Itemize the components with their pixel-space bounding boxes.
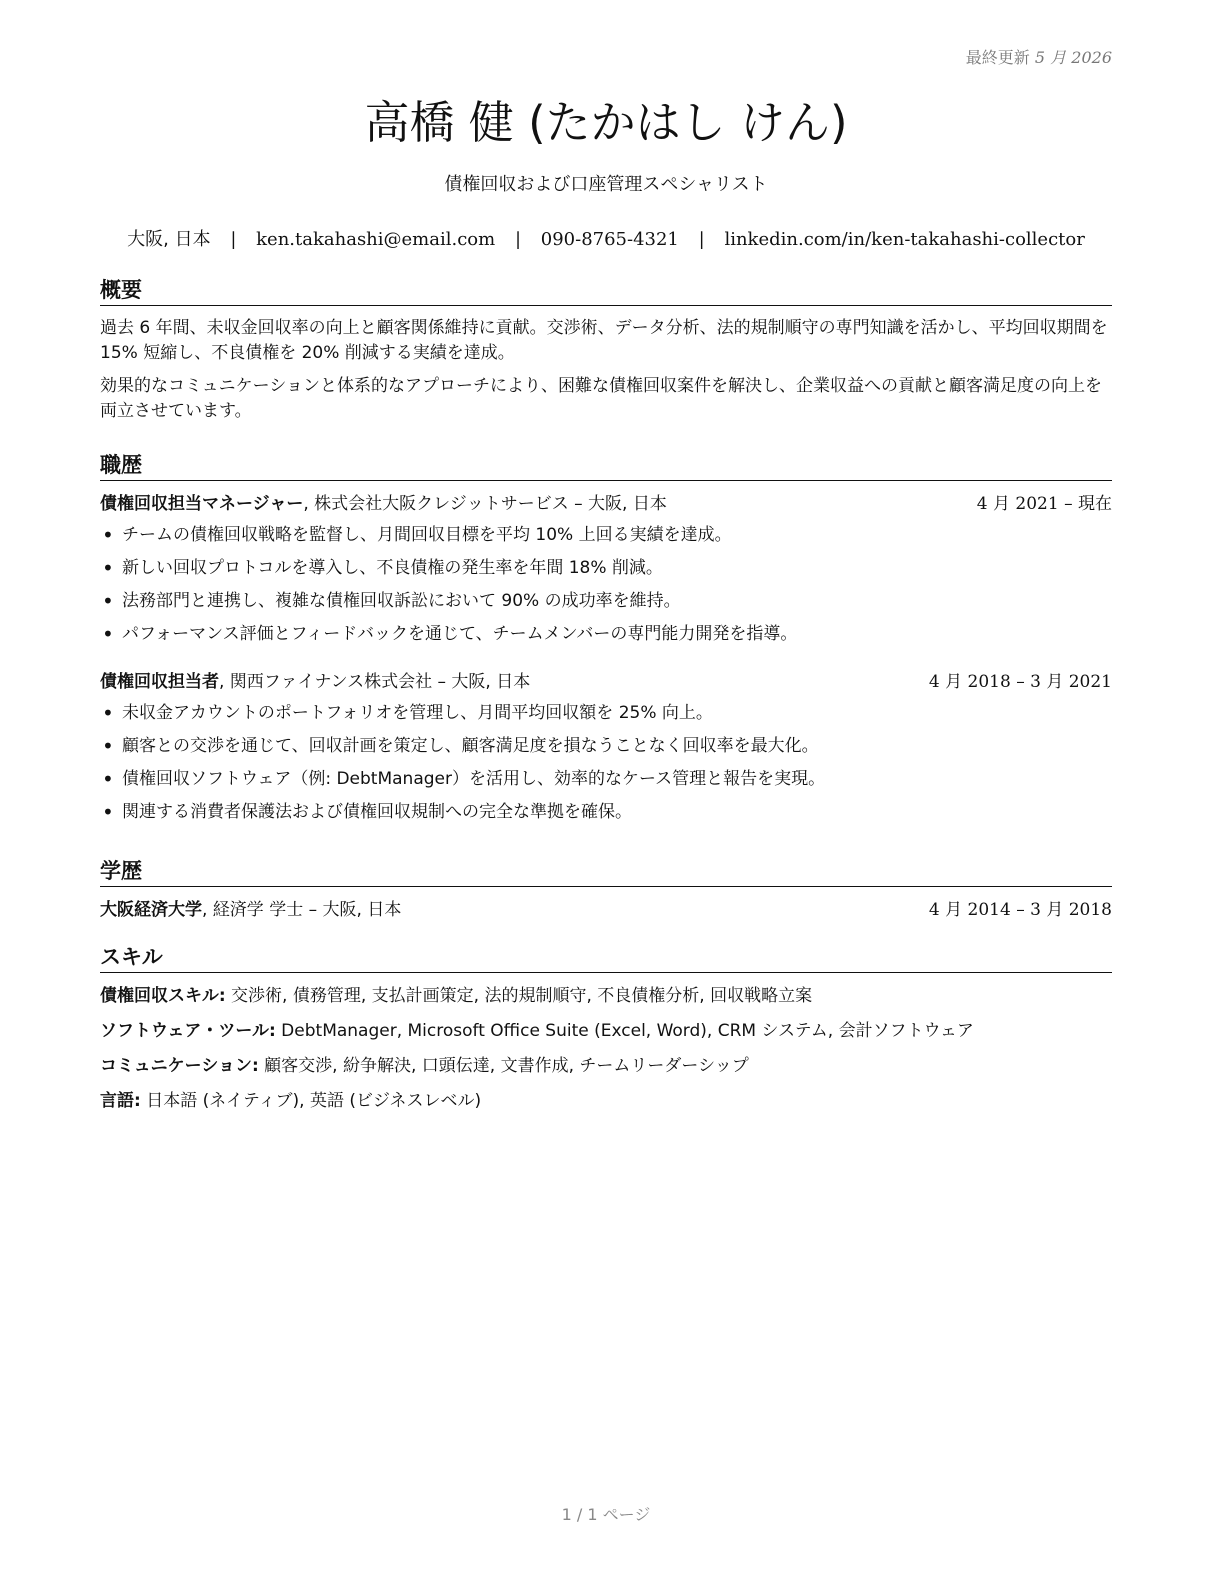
contact-email[interactable]: ken.takahashi@email.com [256,229,496,250]
job-bullet: • 債権回収ソフトウェア（例: DebtManager）を活用し、効率的なケース管理と報告を実現。 [100,763,1112,796]
job-org: , 株式会社大阪クレジットサービス – 大阪, 日本 [303,494,667,514]
summary-paragraph-2: 効果的なコミュニケーションと体系的なアプローチにより、困難な債権回収案件を解決し、企業収益への貢献と顧客満足度の向上を両立させています。 [100,376,1102,421]
job-dates: 4 月 2021 – 現在 [976,494,1112,514]
summary-heading: 概要 [100,276,1112,306]
contact-separator: | [698,229,705,250]
skill-label: ソフトウェア・ツール: [100,1021,276,1041]
summary-paragraph-1: 過去 6 年間、未収金回収率の向上と顧客関係維持に貢献。交渉術、データ分析、法的規制順守の専門知識を活かし、平均回収期間を 15% 短縮し、不良債権を 20% 削減する実績を達成。 [100,318,1108,363]
experience-heading: 職歴 [100,451,1112,481]
summary-section [100,276,1112,432]
education-entry [100,897,1112,923]
job-bullet: • パフォーマンス評価とフィードバックを通じて、チームメンバーの専門能力開発を指導。 [100,618,1112,651]
skills-section [100,943,1112,1119]
experience-section [100,451,1112,829]
skill-line [100,979,1112,1014]
job-org: , 関西ファイナンス株式会社 – 大阪, 日本 [219,672,531,692]
skill-line [100,1084,1112,1119]
job-bullet: • 新しい回収プロトコルを導入し、不良債権の発生率を年間 18% 削減。 [100,552,1112,585]
job-bullet: • 未収金アカウントのポートフォリオを管理し、月間平均回収額を 25% 向上。 [100,697,1112,730]
job-entry-1 [100,491,1112,651]
job-dates: 4 月 2018 – 3 月 2021 [928,672,1112,692]
job-bullet: • 顧客との交渉を通じて、回収計画を策定し、顧客満足度を損なうことなく回収率を最大化。 [100,730,1112,763]
job-header [100,669,1112,695]
contact-location: 大阪, 日本 [127,229,211,250]
skill-value: 顧客交渉, 紛争解決, 口頭伝達, 文書作成, チームリーダーシップ [258,1056,749,1076]
contact-separator: | [230,229,237,250]
updated-month: 5 月 [1034,48,1067,67]
job-entry-2 [100,669,1112,829]
candidate-title: 債権回収および口座管理スペシャリスト [444,174,768,195]
job-bullet: • チームの債権回収戦略を監督し、月間回収目標を平均 10% 上回る実績を達成。 [100,519,1112,552]
skill-label: コミュニケーション: [100,1056,259,1076]
education-school: 大阪経済大学 [100,900,202,920]
contact-linkedin[interactable]: linkedin.com/in/ken-takahashi-collector [724,229,1085,250]
education-heading: 学歴 [100,857,1112,887]
contact-phone: 090-8765-4321 [540,229,679,250]
skill-label: 債権回収スキル: [100,986,226,1006]
updated-year: 2026 [1071,48,1112,67]
skill-value: 日本語 (ネイティブ), 英語 (ビジネスレベル) [140,1091,482,1111]
education-detail: , 経済学 学士 – 大阪, 日本 [202,900,402,920]
job-bullet: • 関連する消費者保護法および債権回収規制への完全な準拠を確保。 [100,796,1112,829]
job-bullets [100,697,1112,829]
education-section [100,857,1112,923]
candidate-name: 高橋 健 (たかはし けん) [364,96,848,149]
skill-value: DebtManager, Microsoft Office Suite (Excel, Word), CRM システム, 会計ソフトウェア [275,1021,974,1041]
skill-line [100,1014,1112,1049]
job-role: 債権回収担当マネージャー [100,494,304,514]
resume-page [100,0,1112,1584]
skill-value: 交渉術, 債務管理, 支払計画策定, 法的規制順守, 不良債権分析, 回収戦略立案 [225,986,813,1006]
skill-label: 言語: [100,1091,141,1111]
skill-line [100,1049,1112,1084]
job-role: 債権回収担当者 [100,672,219,692]
skills-heading: スキル [100,943,1112,973]
education-dates: 4 月 2014 – 3 月 2018 [928,900,1112,920]
updated-label: 最終更新 [965,48,1030,67]
contact-separator: | [514,229,522,250]
job-header [100,491,1112,517]
contact-line [100,225,1112,251]
job-bullets [100,519,1112,651]
page-number: 1 / 1 ページ [561,1505,651,1524]
last-updated [966,45,1112,68]
job-bullet: • 法務部門と連携し、複雑な債権回収訴訟において 90% の成功率を維持。 [100,585,1112,618]
